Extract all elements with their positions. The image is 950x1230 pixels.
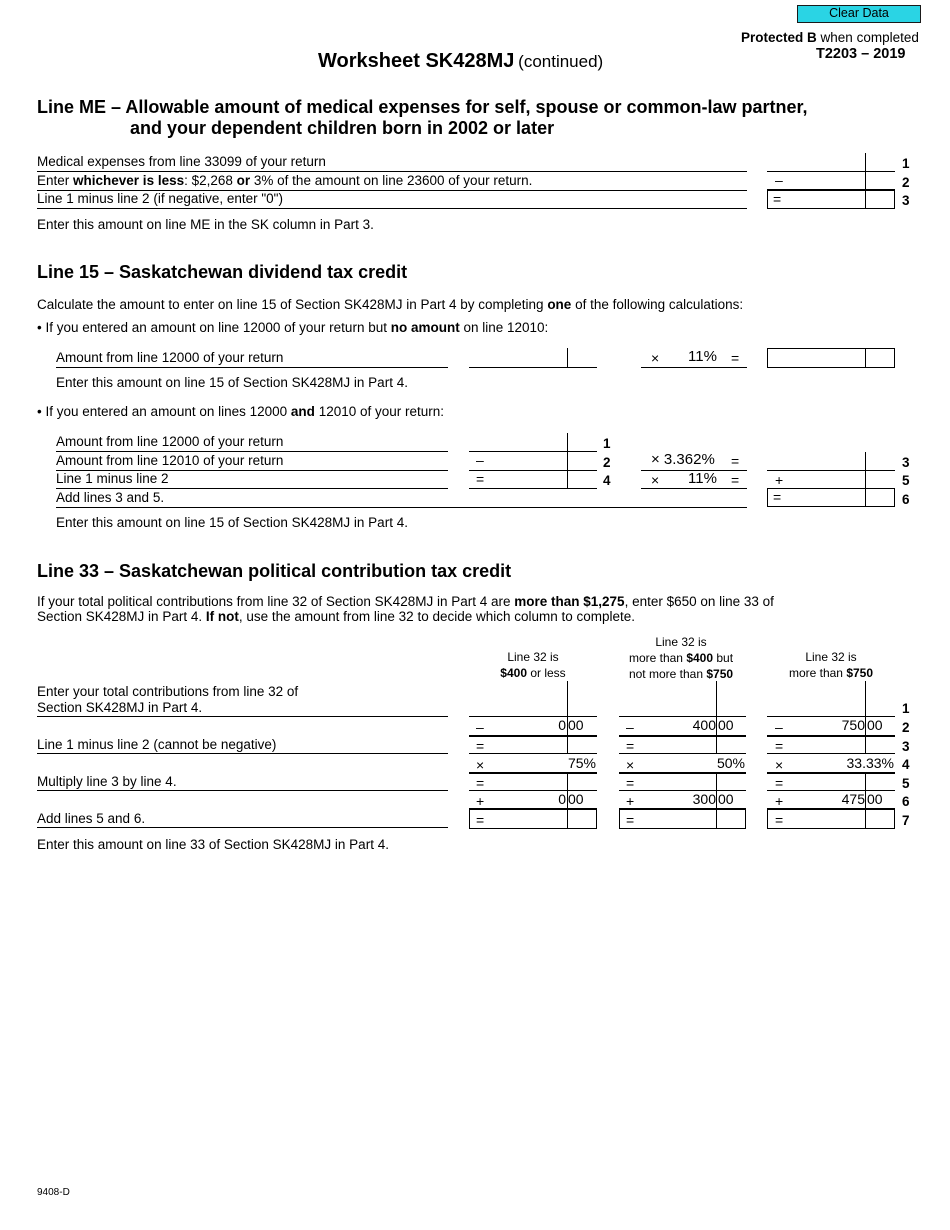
line15-bullet-1: • If you entered an amount on line 12000 of your return but no amount on line 12010: [37,320,549,335]
line33-intro-1: If your total political contributions from line 32 of Section SK428MJ in Part 4 are more than $1,275, enter $650 on line 33 of [37,594,774,609]
b-line-num-6: 6 [902,492,910,507]
l33-line-num-2: 2 [902,720,910,735]
line33-row-3-label: Line 1 minus line 2 (cannot be negative) [37,737,277,752]
c2-times-sign: × [626,757,635,773]
c2-eq-sign-3: = [626,738,635,754]
c1-line2-dollars: 0 [558,717,566,733]
c2-line7-field[interactable] [619,809,746,829]
c1-eq-sign-5: = [476,775,485,791]
c1-rate: 75% [567,755,596,771]
b-plus-sign: + [775,472,784,488]
b-line-num-4: 4 [603,473,611,488]
c3-line6-dollars: 475 [841,791,865,807]
b-equals-sign-1: = [476,471,485,487]
line-me-heading-1: Line ME – Allowable amount of medical expenses for self, spouse or common-law partner, [37,97,808,117]
col1-header: Line 32 is $400 or less [500,650,566,680]
l33-line-num-4: 4 [902,757,910,772]
c3-plus-sign: + [775,793,784,809]
a-rate: 11% [688,348,717,365]
c1-minus-sign: – [476,719,484,735]
line-me-row-3-label: Line 1 minus line 2 (if negative, enter "0") [37,191,283,206]
me-line-num-2: 2 [902,175,910,190]
col3-header: Line 32 is more than $750 [788,650,874,680]
line15-b-row-3-label: Line 1 minus line 2 [56,471,169,486]
protected-b-label: Protected B when completed [741,30,919,45]
me-line3-amount-field[interactable] [767,190,895,209]
l33-line-num-7: 7 [902,813,910,828]
c2-plus-sign: + [626,793,635,809]
line33-row-7-label: Add lines 5 and 6. [37,811,146,826]
c3-line2-dollars: 750 [841,717,865,733]
form-code: 9408-D [37,1187,70,1198]
c1-eq-sign-7: = [476,812,485,828]
c1-line2-cents: 00 [568,717,584,733]
line33-row-1-label-2: Section SK428MJ in Part 4. [37,700,203,715]
b-line-num-3: 3 [902,455,910,470]
l33-line-num-6: 6 [902,794,910,809]
c3-eq-sign-3: = [775,738,784,754]
b-equals-sign-4: = [773,489,782,505]
line33-row-1-label-1: Enter your total contributions from line 32 of [37,684,299,699]
c1-line6-dollars: 0 [558,791,566,807]
line15-b-row-2-label: Amount from line 12010 of your return [56,453,284,468]
b-line-num-1: 1 [603,436,611,451]
line15-b-row-1-label: Amount from line 12000 of your return [56,434,284,449]
line15-intro: Calculate the amount to enter on line 15 of Section SK428MJ in Part 4 by completing one of the following calculations: [37,297,744,312]
c2-eq-sign-5: = [626,775,635,791]
line15-heading: Line 15 – Saskatchewan dividend tax credit [37,262,408,282]
b-rate-1: × 3.362% [651,451,715,468]
b-line-num-5: 5 [902,473,910,488]
c3-line6-cents: 00 [867,791,883,807]
c2-line6-cents: 00 [718,791,734,807]
c2-line2-dollars: 400 [692,717,716,733]
b-times-sign: × [651,472,660,488]
b-minus-sign: – [476,452,484,468]
c2-line2-cents: 00 [718,717,734,733]
c3-line2-cents: 00 [867,717,883,733]
a-times-sign: × [651,350,660,366]
page-title: Worksheet SK428MJ (continued) [318,50,604,72]
c2-rate: 50% [716,755,745,771]
line-me-row-1-label: Medical expenses from line 33099 of your return [37,154,326,169]
line15-a-row-1-label: Amount from line 12000 of your return [56,350,284,365]
b-equals-sign-2: = [731,453,740,469]
line33-row-5-label: Multiply line 3 by line 4. [37,774,177,789]
b-line-num-2: 2 [603,455,611,470]
col2-header: Line 32 is more than $400 but not more than $750 [628,635,734,681]
c1-line6-cents: 00 [568,791,584,807]
c3-eq-sign-7: = [775,812,784,828]
me-minus-sign: – [775,172,783,188]
line33-heading: Line 33 – Saskatchewan political contribution tax credit [37,561,512,581]
c1-times-sign: × [476,757,485,773]
line15-b-footer: Enter this amount on line 15 of Section SK428MJ in Part 4. [56,515,408,530]
l33-line-num-1: 1 [902,701,910,716]
c3-eq-sign-5: = [775,775,784,791]
line-me-row-2-label: Enter whichever is less: $2,268 or 3% of the amount on line 23600 of your return. [37,173,533,188]
line33-intro-2: Section SK428MJ in Part 4. If not, use the amount from line 32 to decide which column to complete. [37,609,636,624]
form-id: T2203 – 2019 [816,46,906,62]
a-result-field[interactable] [767,348,895,368]
me-equals-sign: = [773,191,782,207]
c1-plus-sign: + [476,793,485,809]
l33-line-num-3: 3 [902,739,910,754]
c2-minus-sign: – [626,719,634,735]
c3-minus-sign: – [775,719,783,735]
c3-rate: 33.33% [846,755,894,771]
c2-eq-sign-7: = [626,812,635,828]
line33-footer: Enter this amount on line 33 of Section SK428MJ in Part 4. [37,837,389,852]
line15-bullet-2: • If you entered an amount on lines 12000 and 12010 of your return: [37,404,445,419]
me-line-num-3: 3 [902,193,910,208]
me-line-num-1: 1 [902,156,910,171]
l33-line-num-5: 5 [902,776,910,791]
c1-eq-sign-3: = [476,738,485,754]
clear-data-button[interactable]: Clear Data [797,5,921,23]
b-rate-2: 11% [688,470,717,487]
line-me-footer: Enter this amount on line ME in the SK column in Part 3. [37,217,374,232]
a-equals-sign: = [731,350,740,366]
line-me-heading-2: and your dependent children born in 2002 or later [130,118,555,138]
line15-a-footer: Enter this amount on line 15 of Section SK428MJ in Part 4. [56,375,408,390]
c2-line6-dollars: 300 [692,791,716,807]
c3-line7-field[interactable] [767,809,895,829]
b-equals-sign-3: = [731,472,740,488]
b-line6-field[interactable] [767,488,895,507]
c3-times-sign: × [775,757,784,773]
line15-b-row-4-label: Add lines 3 and 5. [56,490,165,505]
c1-line7-field[interactable] [469,809,597,829]
